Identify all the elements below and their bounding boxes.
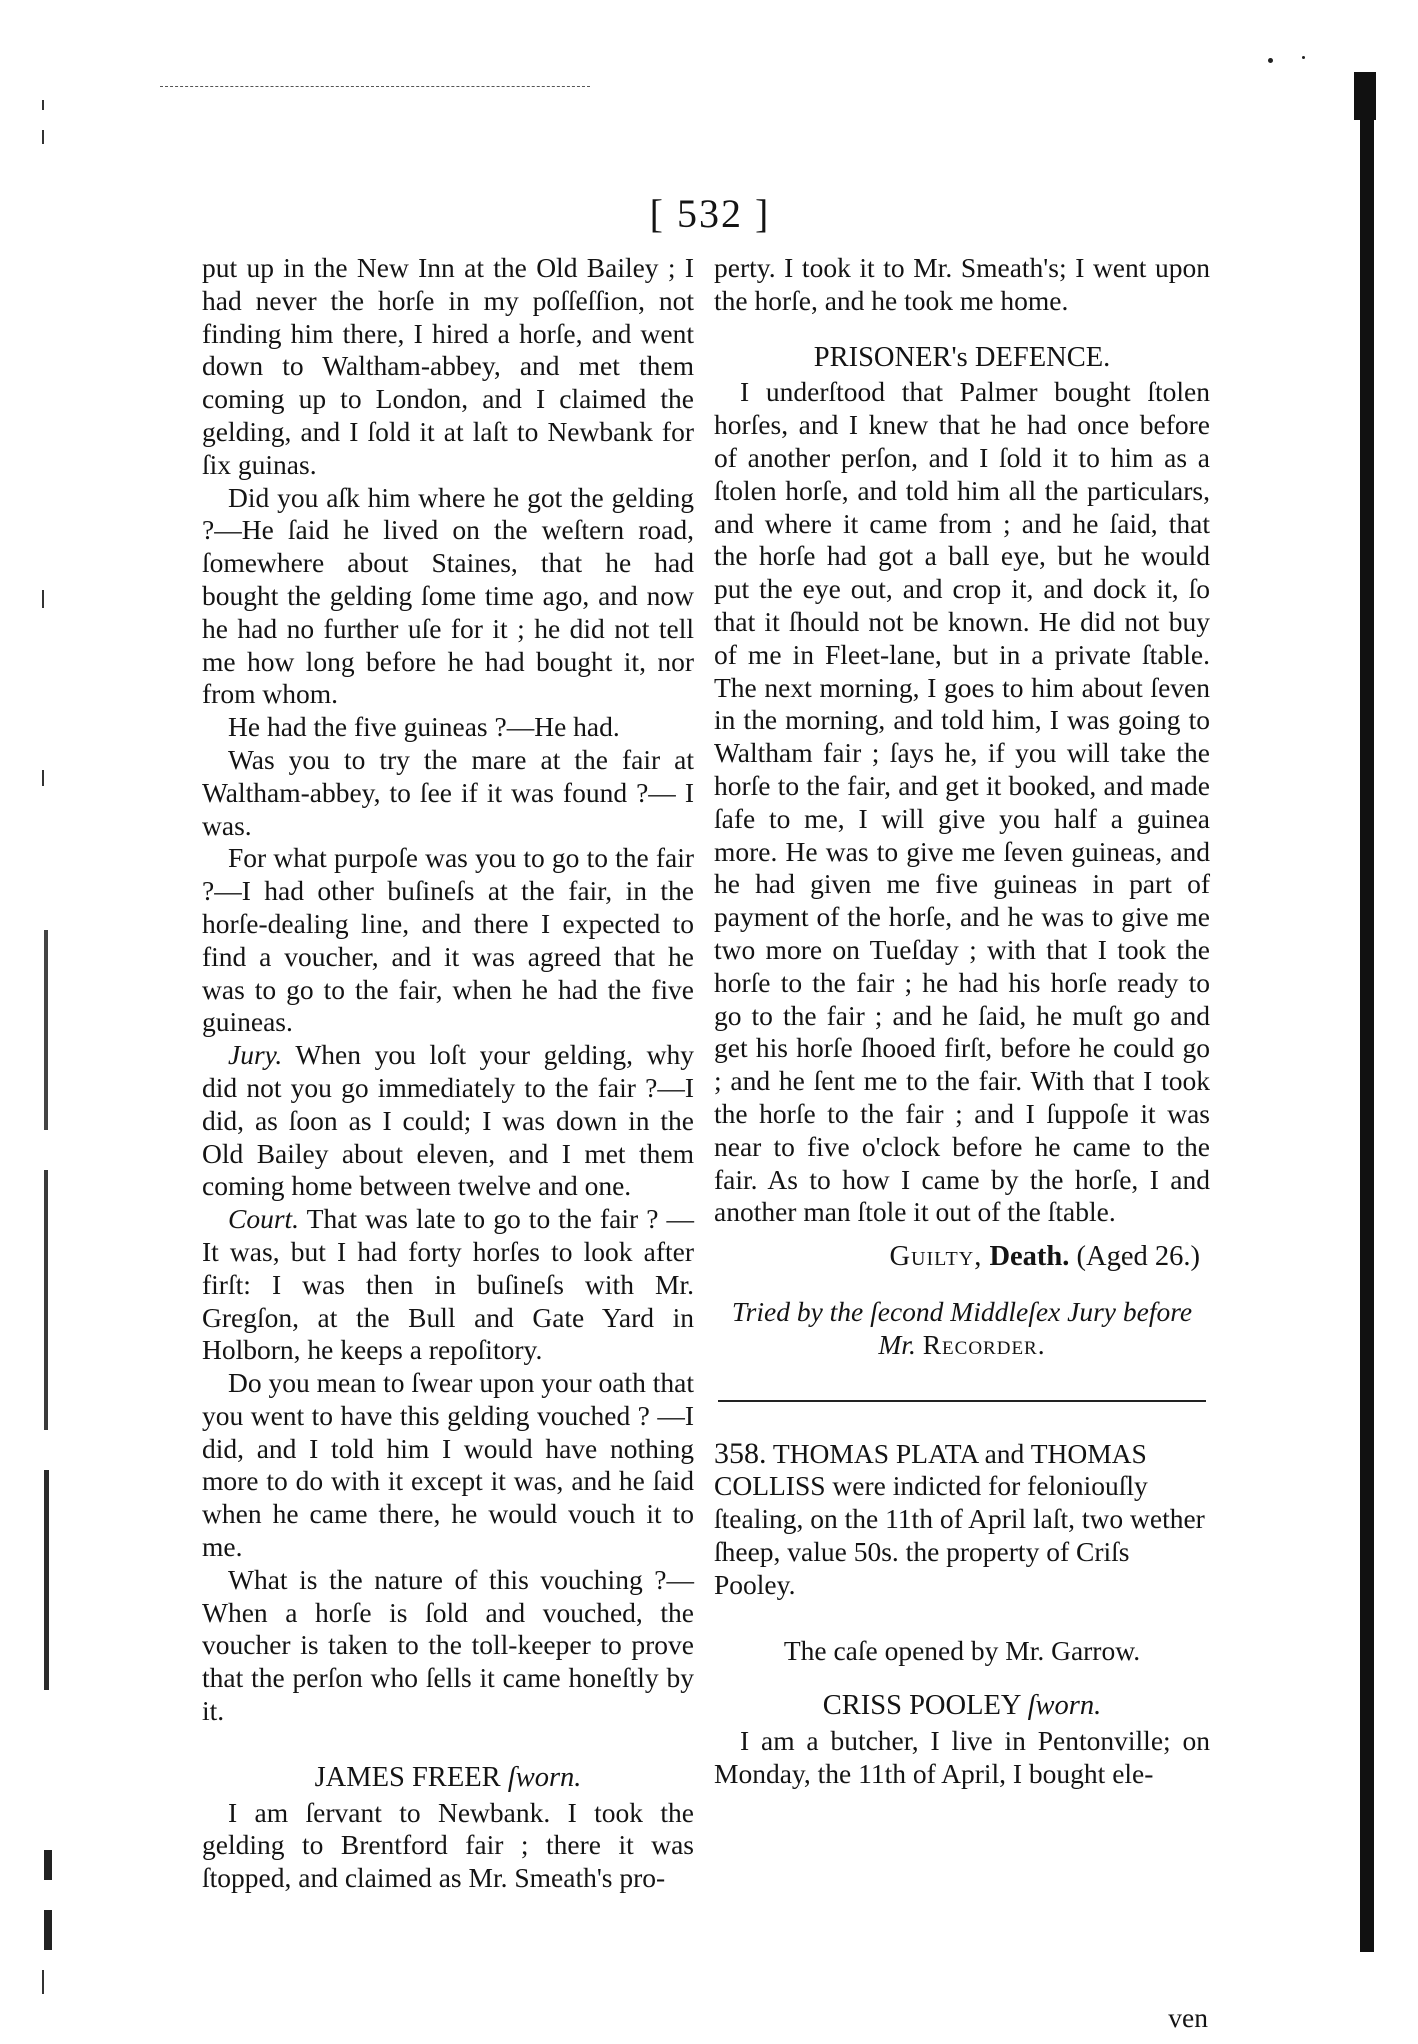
paragraph: I am ſervant to Newbank. I took the gelding to Brentford fair ; there it was ſtopped, and claimed as Mr. Smeath's pro-	[202, 1796, 694, 1894]
verdict-guilty: Guilty,	[889, 1241, 983, 1273]
speaker-label: Court.	[228, 1203, 300, 1235]
witness-name: CRISS POOLEY	[822, 1690, 1021, 1722]
left-column	[202, 252, 694, 1895]
paragraph: For what purpoſe was you to go to the fair ?—I had other buſineſs at the fair, in the horſe-dealing line, and there I expected to find a voucher, and it was agreed that he was to go to the fair, when he had the five guineas.	[202, 842, 694, 1038]
paragraph-text: That was late to go to the fair ? —It was, but I had forty horſes to look after firſt: I was then in buſineſs with Mr. Gregſon, at the Bull and Gate Yard in Holborn, he keeps a repoſitory.	[202, 1203, 694, 1366]
scan-speck	[1302, 56, 1305, 59]
paragraph: Do you mean to ſwear upon your oath that you went to have this gelding vouched ? —I did, and I told him I would have nothing more to do with it except it was, and he ſaid when he came there, he would vouch it to me.	[202, 1367, 694, 1563]
right-column	[714, 252, 1210, 1791]
paragraph: What is the nature of this vouching ?— When a horſe is ſold and vouched, the voucher is taken to the toll-keeper to prove that the perſon who ſells it came honeſtly by it.	[202, 1563, 694, 1727]
tried-mr: Mr.	[878, 1328, 916, 1360]
paragraph: perty. I took it to Mr. Smeath's; I went upon the horſe, and he took me home.	[714, 252, 1210, 316]
section-divider	[718, 1400, 1206, 1402]
witness-heading	[202, 1762, 694, 1795]
witness-sworn: ſworn.	[1027, 1690, 1102, 1722]
defence-heading: PRISONER's DEFENCE.	[813, 341, 1111, 373]
paragraph	[202, 1203, 694, 1367]
scan-artifact-line	[160, 86, 590, 87]
tried-recorder: Recorder.	[922, 1328, 1046, 1360]
verdict	[714, 1241, 1200, 1274]
paragraph: He had the five guineas ?—He had.	[228, 711, 620, 743]
paragraph	[202, 1039, 694, 1203]
case-text: THOMAS PLATA and THOMAS COLLISS were indicted for feloniouſly ſtealing, on the 11th of April laſt, two wether ſheep, value 50s. the property of Criſs Pooley.	[714, 1437, 1205, 1600]
tried-line-1: Tried by the ſecond Middleſex Jury before	[731, 1295, 1193, 1327]
witness-heading	[714, 1690, 1210, 1723]
case-paragraph	[714, 1438, 1210, 1602]
speaker-label: Jury.	[228, 1039, 283, 1071]
scan-margin-marks	[38, 70, 68, 1970]
paragraph-text: When you loſt your gelding, why did not you go immediately to the fair ?—I did, as ſoon as I could; I was down in the Old Bailey about eleven, and I met them coming home between twelve and one.	[202, 1039, 694, 1202]
catchword: ven	[1168, 2002, 1208, 2033]
tried-by	[714, 1296, 1210, 1362]
paragraph: I am a butcher, I live in Pentonville; on Monday, the 11th of April, I bought ele-	[714, 1725, 1210, 1789]
paragraph: Did you aſk him where he got the gelding ?—He ſaid he lived on the weſtern road, ſomewhere about Staines, that he had bought the gelding ſome time ago, and now he had no further uſe for it ; he did not tell me how long before he had bought it, nor from whom.	[202, 481, 694, 710]
witness-name: JAMES FREER	[314, 1761, 501, 1793]
verdict-death: Death.	[989, 1241, 1070, 1273]
paragraph: put up in the New Inn at the Old Bailey ; I had never the horſe in my poſſeſſion, not finding him there, I hired a horſe, and went down to Waltham-abbey, and met them coming up to London, and I claimed the gelding, and I ſold it at laſt to Newbank for ſix guinas.	[202, 252, 694, 480]
scan-binding-edge	[1360, 72, 1374, 1952]
verdict-age: (Aged 26.)	[1076, 1241, 1200, 1273]
case-number: 358.	[714, 1436, 767, 1470]
case-opened: The caſe opened by Mr. Garrow.	[783, 1635, 1141, 1667]
paragraph: Was you to try the mare at the fair at Waltham-abbey, to ſee if it was found ?— I was.	[202, 743, 694, 841]
scan-speck	[1268, 58, 1273, 63]
witness-sworn: ſworn.	[507, 1761, 582, 1793]
page-number: [ 532 ]	[649, 191, 771, 236]
paragraph: I underſtood that Palmer bought ſtolen horſes, and I knew that he had once before of another perſon, and I ſold it to him as a ſtolen horſe, and told him all the particulars, and where it came from ; and he ſaid, that the horſe had got a ball eye, but he would put the eye out, and crop it, and dock it, ſo that it ſhould not be known. He did not buy of me in Fleet-lane, but in a private ſtable. The next morning, I goes to him about ſeven in the morning, and told him, I was going to Waltham fair ; ſays he, if you will take the horſe to the fair, and get it booked, and made ſafe to me, I will give you half a guinea more. He was to give me ſeven guineas, and he had given me five guineas in part of payment of the horſe, and he was to give me two more on Tueſday ; with that I took the horſe to the fair ; he had his horſe ready to go to the fair ; and he ſaid, he muſt go and get his horſe ſhooed firſt, before he could go ; and he ſent me to the fair. With that I took the horſe to the fair ; and I ſuppoſe it was near to five o'clock before he came to the fair. As to how I came by the horſe, I and another man ſtole it out of the ſtable.	[714, 376, 1210, 1228]
